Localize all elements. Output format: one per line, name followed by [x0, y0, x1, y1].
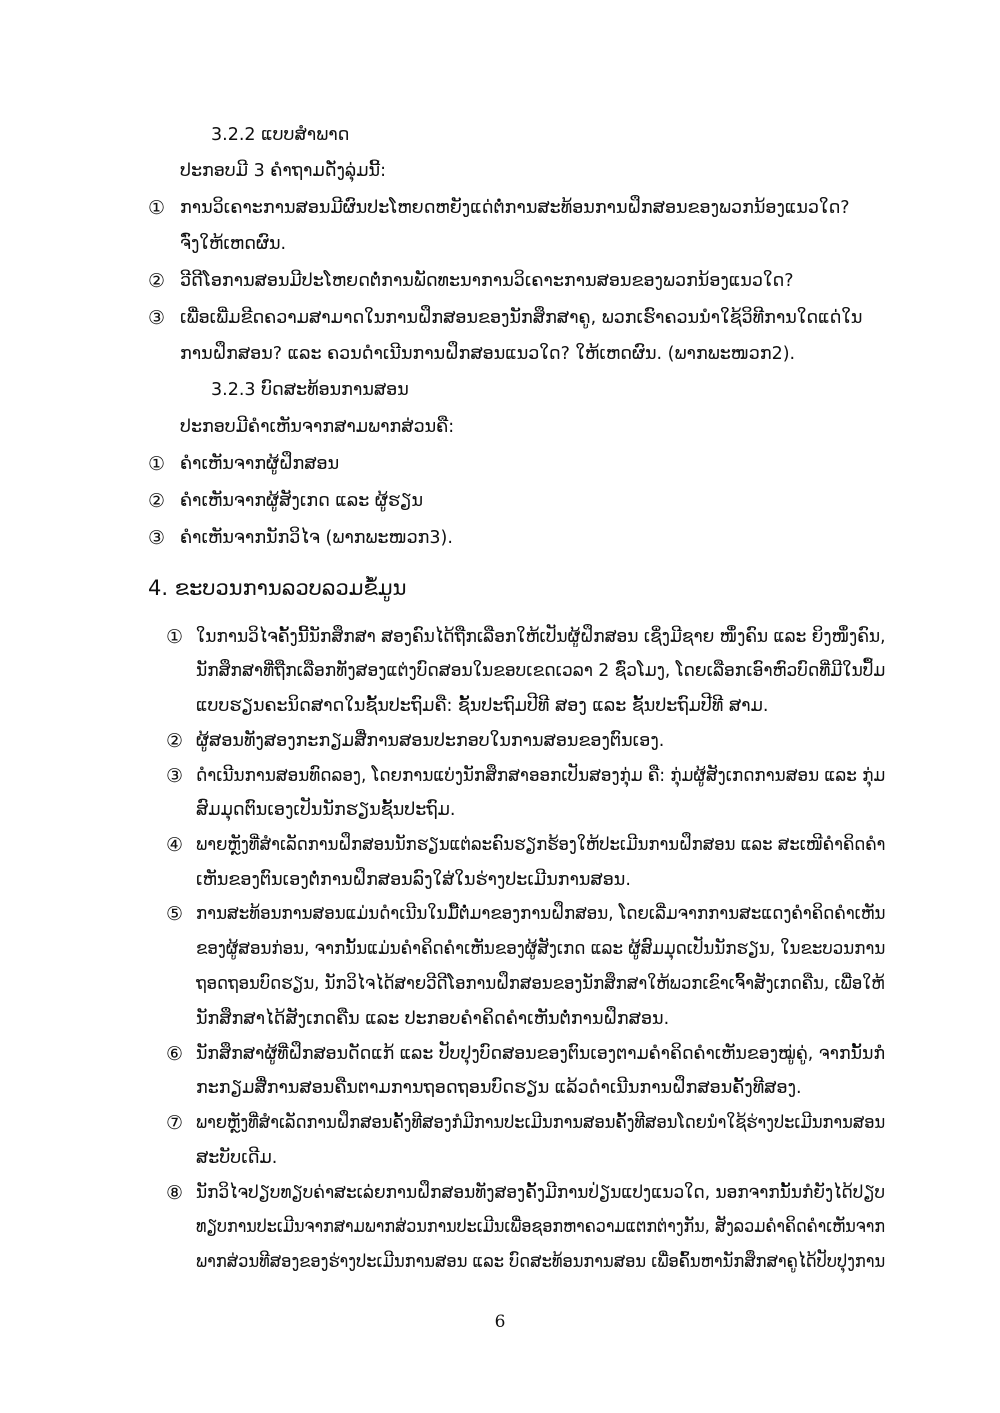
- item-text-line: ການຝຶກສອນ? ແລະ ຄວນດຳເນີນການຝຶກສອນແນວໃດ? ໃຫ້ເຫດຜົນ. (ພາກພະໜວກ2).: [180, 344, 796, 364]
- item-text-line: ຜູ້ສອນທັງສອງກະກຽມສື່ການສອນປະກອບໃນການສອນຂອງຕົນເອງ.: [196, 731, 665, 751]
- item-text-line: ນັກວິໄຈປຽບທຽບຄ່າສະເລ່ຍການຝຶກສອນທັງສອງຄັ້ງມີການປ່ຽນແປງແນວໃດ, ນອກຈາກນັ້ນກໍຍັງໄດ້ປຽບ: [196, 1183, 886, 1203]
- item-text-line: ພາກສ່ວນທີສອງຂອງຮ່າງປະເມີນການສອນ ແລະ ບົດສະທ້ອນການສອນ ເພື່ອຄົ້ນຫານັກສຶກສາຄູໄດ້ປັບປຸງການ: [196, 1252, 886, 1272]
- item-number: ①: [148, 197, 166, 219]
- item-text-line: ຖອດຖອນບົດຮຽນ, ນັກວິໄຈໄດ້ສາຍວີດີໂອການຝຶກສອນຂອງນັກສຶກສາໃຫ້ພວກເຂົາເຈົ້າສັງເກດຄືນ, ເພື່ອໃຫ້: [196, 974, 885, 994]
- item-text-line: ການສະທ້ອນການສອນແມ່ນດຳເນີນໃນມື້ຕໍ່ມາຂອງການຝຶກສອນ, ໂດຍເລີ່ມຈາກການສະແດງຄຳຄິດຄຳເຫັນ: [196, 904, 886, 924]
- item-number: ⑥: [166, 1043, 184, 1065]
- item-text-line: ແບບຮຽນຄະນິດສາດໃນຊັ້ນປະຖົມຄື: ຊັ້ນປະຖົມປີທີ ສອງ ແລະ ຊັ້ນປະຖົມປີທີ ສາມ.: [196, 696, 769, 716]
- item-number: ②: [166, 730, 184, 752]
- item-text-line: ນັກສຶກສາຜູ້ທີ່ຝຶກສອນດັດແກ້ ແລະ ປັບປຸງບົດສອນຂອງຕົນເອງຕາມຄຳຄິດຄຳເຫັນຂອງໝູ່ຄູ່, ຈາກນັ້ນກໍ: [196, 1044, 886, 1064]
- item-text-line: ຄຳເຫັນຈາກຜູ້ຝຶກສອນ: [180, 454, 340, 474]
- item-text-line: ວີດີໂອການສອນມີປະໂຫຍດຕໍ່ການພັດທະນາການວິເຄາະການສອນຂອງພວກນ້ອງແນວໃດ?: [180, 271, 794, 291]
- item-text-line: ຂອງຜູ້ສອນກ່ອນ, ຈາກນັ້ນແມ່ນຄຳຄິດຄຳເຫັນຂອງຜູ້ສັງເກດ ແລະ ຜູ້ສົມມຸດເປັນນັກຮຽນ, ໃນຂະບວນການ: [196, 939, 886, 959]
- section-intro-3-2-3: ປະກອບມີຄຳເຫັນຈາກສາມພາກສ່ວນຄື:: [180, 417, 455, 437]
- item-number: ②: [148, 270, 166, 292]
- item-text-line: ຈົ່ງໃຫ້ເຫດຜົນ.: [180, 234, 287, 254]
- item-number: ⑦: [166, 1112, 184, 1134]
- item-number: ①: [166, 626, 184, 648]
- section-heading-3-2-3: 3.2.3 ບົດສະທ້ອນການສອນ: [211, 380, 409, 400]
- item-number: ③: [148, 527, 166, 549]
- item-text-line: ຄຳເຫັນຈາກນັກວິໄຈ (ພາກພະໜວກ3).: [180, 528, 453, 548]
- item-text-line: ເພື່ອເພີ່ມຂີດຄວາມສາມາດໃນການຝຶກສອນຂອງນັກສຶກສາຄູ, ພວກເຮົາຄວນນຳໃຊ້ວິທີການໃດແດ່ໃນ: [180, 308, 863, 328]
- item-number: ⑧: [166, 1182, 184, 1204]
- item-text-line: ພາຍຫຼັງທີ່ສຳເລັດການຝຶກສອນຄັ້ງທີສອງກໍມີການປະເມີນການສອນຄັ້ງທີສອນໂດຍນຳໃຊ້ຮ່າງປະເມີນການສອນ: [196, 1113, 886, 1133]
- item-number: ④: [166, 834, 184, 856]
- item-text-line: ນັກສຶກສາໄດ້ສັງເກດຄືນ ແລະ ປະກອບຄຳຄິດຄຳເຫັນຕໍ່ການຝຶກສອນ.: [196, 1009, 670, 1029]
- item-text-line: ດຳເນີນການສອນທົດລອງ, ໂດຍການແບ່ງນັກສຶກສາອອກເປັນສອງກຸ່ມ ຄື: ກຸ່ມຜູ້ສັງເກດການສອນ ແລະ ກຸ່ມ: [196, 766, 886, 786]
- item-text-line: ທຽບການປະເມີນຈາກສາມພາກສ່ວນການປະເມີນເພື່ອຊອກຫາຄວາມແຕກຕ່າງກັນ, ສັງລວມຄຳຄິດຄຳເຫັນຈາກ: [196, 1217, 886, 1237]
- item-text-line: ນັກສຶກສາທີ່ຖືກເລືອກທັງສອງແຕ່ງບົດສອນໃນຂອບເຂດເວລາ 2 ຊົ່ວໂມງ, ໂດຍເລືອກເອົາຫົວບົດທີ່ມີໃນປຶ້ມ: [196, 661, 886, 681]
- page-number: 6: [494, 1312, 506, 1332]
- item-text-line: ສະບັບເດີມ.: [196, 1148, 278, 1168]
- item-text-line: ເຫັນຂອງຕົນເອງຕໍ່ການຝຶກສອນລົງໃສ່ໃນຮ່າງປະເມີນການສອນ.: [196, 870, 631, 890]
- section-heading-4: 4. ຂະບວນການລວບລວມຂໍ້ມູນ: [148, 576, 407, 600]
- item-number: ①: [148, 453, 166, 475]
- item-text-line: ຄຳເຫັນຈາກຜູ້ສັງເກດ ແລະ ຜູ້ຮຽນ: [180, 491, 424, 511]
- section-intro-3-2-2: ປະກອບມີ 3 ຄຳຖາມດັ່ງລຸ່ມນີ້:: [180, 161, 386, 181]
- item-text-line: ໃນການວິໄຈຄັ້ງນີ້ນັກສຶກສາ ສອງຄົນໄດ້ຖືກເລືອກໃຫ້ເປັນຜູ້ຝຶກສອນ ເຊິ່ງມີຊາຍ ໜຶ່ງຄົນ ແລະ ຍິງໜຶ່ງຄົນ,: [196, 627, 886, 647]
- item-number: ⑤: [166, 903, 184, 925]
- item-text-line: ການວິເຄາະການສອນມີຜົນປະໂຫຍດຫຍັງແດ່ຕໍ່ການສະທ້ອນການຝຶກສອນຂອງພວກນ້ອງແນວໃດ?: [180, 198, 850, 218]
- item-number: ③: [148, 307, 166, 329]
- item-text-line: ກະກຽມສື່ການສອນຄືນຕາມການຖອດຖອນບົດຮຽນ ແລ້ວດຳເນີນການຝຶກສອນຄັ້ງທີສອງ.: [196, 1078, 802, 1098]
- item-text-line: ພາຍຫຼັງທີ່ສຳເລັດການຝຶກສອນນັກຮຽນແຕ່ລະຄົນຮຽກຮ້ອງໃຫ້ປະເມີນການຝຶກສອນ ແລະ ສະເໜີຄຳຄິດຄຳ: [196, 835, 886, 855]
- item-text-line: ສົມມຸດຕົນເອງເປັນນັກຮຽນຊັ້ນປະຖົມ.: [196, 800, 456, 820]
- section-heading-3-2-2: 3.2.2 ແບບສຳພາດ: [211, 125, 350, 145]
- item-number: ③: [166, 765, 184, 787]
- item-number: ②: [148, 490, 166, 512]
